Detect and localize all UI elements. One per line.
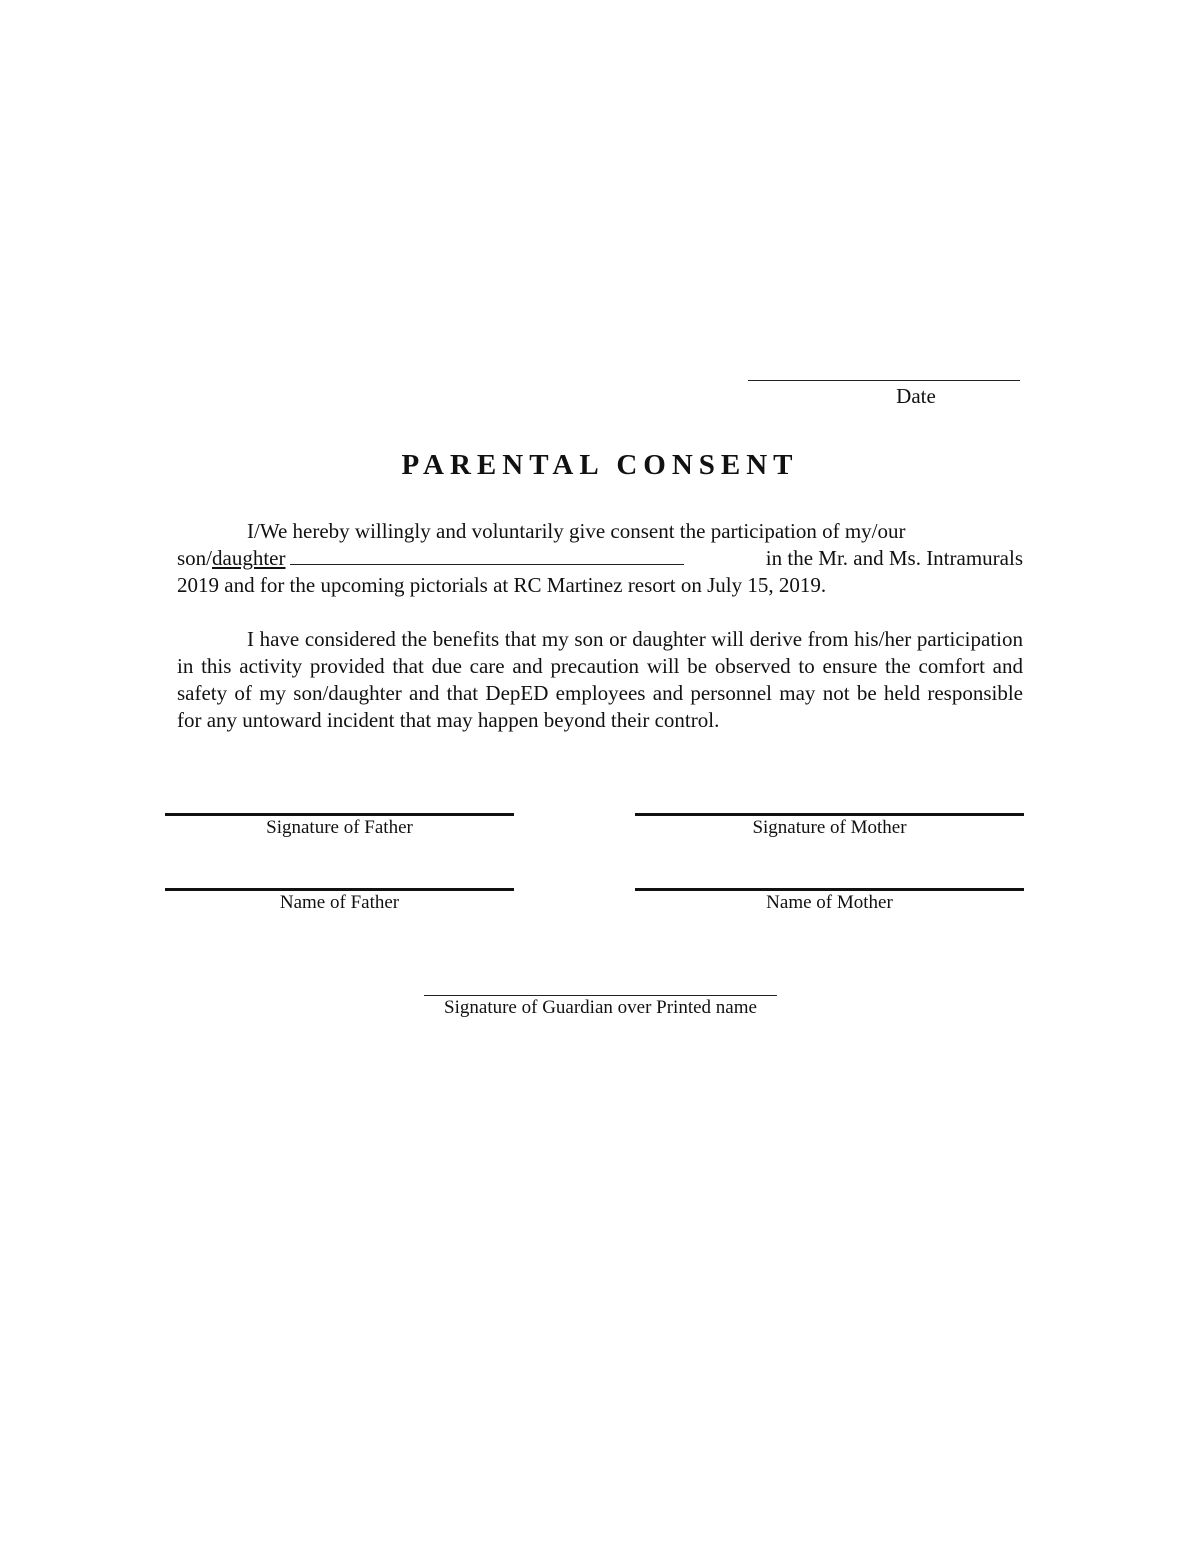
document-title: PARENTAL CONSENT: [401, 449, 799, 481]
child-name-prefix: son/daughter: [177, 545, 684, 572]
father-name-line[interactable]: [165, 888, 514, 891]
event-text: in the Mr. and Ms. Intramurals: [765, 546, 1023, 570]
father-signature-label: Signature of Father: [266, 817, 413, 838]
daughter-underlined: daughter: [212, 546, 286, 570]
date-label: Date: [896, 384, 936, 408]
date-line: [748, 380, 1020, 381]
father-name-label: Name of Father: [279, 892, 400, 913]
mother-name-label: Name of Mother: [766, 892, 893, 913]
consent-line-1: I/We hereby willingly and voluntarily give consent the participation of my/our: [247, 519, 906, 543]
consent-line-2: [177, 545, 1023, 572]
consent-paragraph: [177, 518, 1023, 599]
benefits-paragraph: [177, 626, 1023, 734]
mother-name-line[interactable]: [635, 888, 1024, 891]
mother-signature-line[interactable]: [635, 813, 1024, 816]
father-signature-line[interactable]: [165, 813, 514, 816]
child-name-blank[interactable]: [290, 545, 684, 565]
guardian-signature-label: Signature of Guardian over Printed name: [444, 997, 757, 1018]
mother-signature-label: Signature of Mother: [752, 817, 907, 838]
benefits-text: I have considered the benefits that my son or daughter will derive from his/her participation in this activity provided that due care and precaution will be observed to ensure the comfort and safety of my son/daughter and that DepED employees and personnel may not be held responsible for any untoward incident that may happen beyond their control.: [177, 627, 1023, 732]
guardian-signature-line[interactable]: [424, 995, 777, 996]
consent-line-3: 2019 and for the upcoming pictorials at RC Martinez resort on July 15, 2019.: [177, 573, 827, 597]
